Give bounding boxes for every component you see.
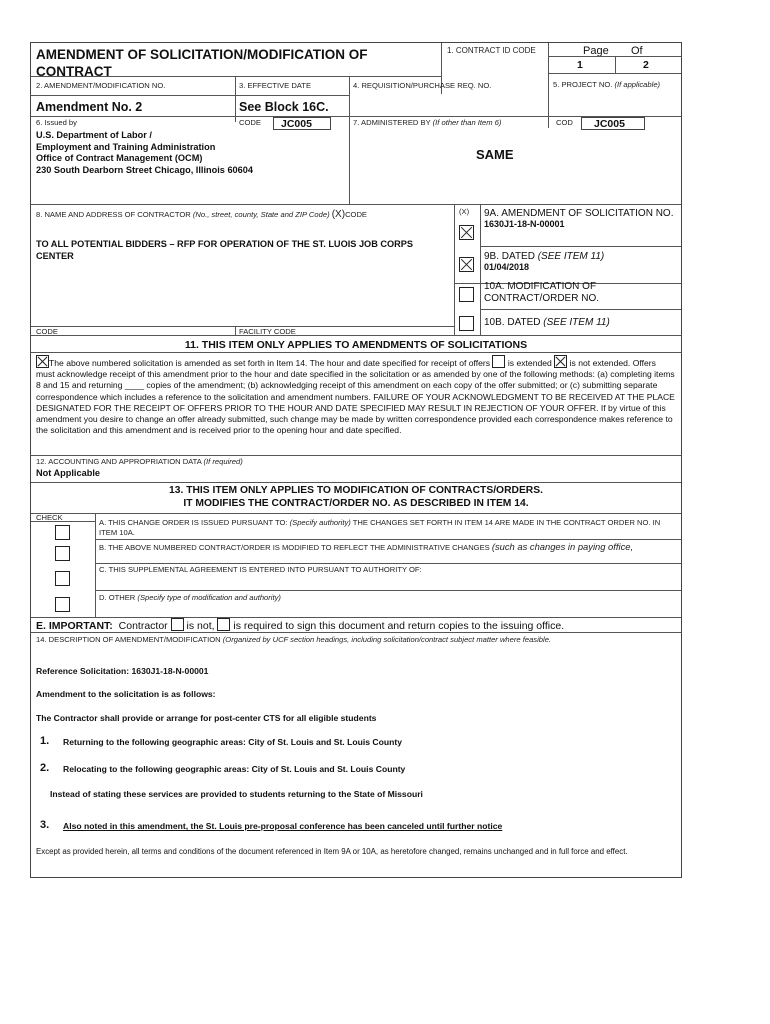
checkbox-is-required[interactable]: [217, 618, 230, 631]
checkbox-10a[interactable]: [459, 287, 474, 302]
page-total: 2: [643, 59, 649, 71]
reference-solicitation: Reference Solicitation: 1630J1-18-N-00001: [36, 666, 209, 676]
item3-text: Also noted in this amendment, the St. Louis pre-proposal conference has been canceled until further notice: [63, 821, 503, 831]
x-column-header: (X): [459, 207, 470, 216]
checkbox-extended[interactable]: [492, 355, 505, 368]
contractor-code-label: CODE: [36, 327, 58, 336]
amendment-no-value: Amendment No. 2: [36, 100, 143, 114]
amendment-form: [30, 42, 682, 878]
item-10a: 10A. MODIFICATION OF CONTRACT/ORDER NO.: [484, 281, 599, 304]
item3-number: 3.: [40, 819, 50, 831]
checkbox-13a[interactable]: [55, 525, 70, 540]
checkbox-not-extended[interactable]: [554, 355, 567, 368]
accounting-value: Not Applicable: [36, 468, 100, 478]
issuer-code-value: JC005: [281, 118, 312, 130]
admin-code-label: COD: [556, 118, 573, 127]
form-title: AMENDMENT OF SOLICITATION/MODIFICATION OF CONTRACT: [36, 47, 368, 79]
item-10b: 10B. DATED (SEE ITEM 11): [484, 317, 610, 328]
facility-code-label: FACILITY CODE: [239, 327, 296, 336]
item13-c: C. THIS SUPPLEMENTAL AGREEMENT IS ENTERED INTO PURSUANT TO AUTHORITY OF:: [99, 565, 422, 574]
checkbox-13b[interactable]: [55, 546, 70, 561]
issuer-code-label: CODE: [239, 118, 261, 127]
important-line: E. IMPORTANT: Contractor is not, is required to sign this document and return copies to the issuing office.: [36, 620, 565, 632]
item14-label: 14. DESCRIPTION OF AMENDMENT/MODIFICATION (Organized by UCF section headings, including solicitation/contract subject matter where feasible.: [36, 635, 552, 644]
issuer-address: U.S. Department of Labor / Employment and Training Administration Office of Contract Management (OCM) 230 South Dearborn Street Chicago, Illinois 60604: [36, 130, 253, 175]
of-label: Of: [631, 45, 643, 57]
instead-note: Instead of stating these services are provided to students returning to the State of Missouri: [50, 789, 423, 799]
project-no-label: 5. PROJECT NO. (If applicable): [553, 80, 661, 89]
administered-by-value: SAME: [476, 147, 514, 162]
item1-text: Returning to the following geographic areas: City of St. Louis and St. Louis County: [63, 737, 402, 747]
checkbox-9b[interactable]: [459, 257, 474, 272]
checkbox-10b[interactable]: [459, 316, 474, 331]
item11-title: 11. THIS ITEM ONLY APPLIES TO AMENDMENTS OF SOLICITATIONS: [184, 339, 528, 351]
contractor-label: 8. NAME AND ADDRESS OF CONTRACTOR (No., street, county, State and ZIP Code) (X)CODE: [36, 209, 368, 220]
checkbox-is-not[interactable]: [171, 618, 184, 631]
checkbox-13c[interactable]: [55, 571, 70, 586]
checkbox-9a[interactable]: [459, 225, 474, 240]
item2-number: 2.: [40, 762, 50, 774]
item13-b: B. THE ABOVE NUMBERED CONTRACT/ORDER IS MODIFIED TO REFLECT THE ADMINISTRATIVE CHANGES (such as changes in paying office,: [99, 541, 634, 552]
contractor-requirement: The Contractor shall provide or arrange for post-center CTS for all eligible students: [36, 713, 377, 723]
item13-a: A. THIS CHANGE ORDER IS ISSUED PURSUANT TO: (Specify authority) THE CHANGES SET FORTH IN ITEM 14 ARE MADE IN THE CONTRACT ORDER NO. IN ITEM 10A.: [99, 518, 661, 537]
closing-statement: Except as provided herein, all terms and conditions of the document referenced in Item 9A or 10A, as heretofore changed, remains unchanged and in full force and effect.: [36, 847, 628, 856]
item11-text: The above numbered solicitation is amended as set forth in Item 14. The hour and date specified for receipt of offers is extended is not extended. Offers must acknowledge receipt of this amendment prior to the hour and date specified in the solicitation or as amended by one of the following methods: (a) completing items 8 and 15 and returning ____ copies of the amendment; (b) acknowledging receipt of this amendment on each copy of the offer submitted; or (c) submitting separate correspondence which includes a reference to the solicitation and amendment numbers. FAILURE OF YOUR ACKNOWLEDGMENT TO BE RECEIVED AT THE PLACE DESIGNATED FOR THE RECEIPT OF OFFERS PRIOR TO THE HOUR AND DATE SPECIFIED MAY RESULT IN REJECTION OF YOUR OFFER. If by virtue of this amendment you desire to change an offer already submitted, such change may be made by written correspondence provided each correspondence makes reference to the solicitation and this amendment and is received prior to the opening hour and date specified.: [36, 355, 676, 436]
item13-d: D. OTHER (Specify type of modification and authority): [99, 593, 281, 602]
item-9b: 9B. DATED (SEE ITEM 11) 01/04/2018: [484, 251, 605, 272]
item2-text: Relocating to the following geographic areas: City of St. Louis and St. Louis County: [63, 764, 406, 774]
admin-code-value: JC005: [594, 118, 625, 130]
page-number: 1: [577, 59, 583, 71]
amendment-intro: Amendment to the solicitation is as follows:: [36, 689, 216, 699]
issued-by-label: 6. Issued by: [36, 118, 77, 127]
checkbox-item11-amended[interactable]: [36, 355, 49, 368]
item13-title: 13. THIS ITEM ONLY APPLIES TO MODIFICATION OF CONTRACTS/ORDERS. IT MODIFIES THE CONTRACT/ORDER NO. AS DESCRIBED IN ITEM 14.: [169, 485, 543, 509]
effective-date-value: See Block 16C.: [239, 100, 329, 114]
contract-id-label: 1. CONTRACT ID CODE: [447, 46, 536, 55]
contractor-value: TO ALL POTENTIAL BIDDERS – RFP FOR OPERATION OF THE ST. LUOIS JOB CORPS CENTER: [36, 239, 414, 261]
checkbox-13d[interactable]: [55, 597, 70, 612]
item-9a: 9A. AMENDMENT OF SOLICITATION NO. 1630J1-18-N-00001: [484, 208, 674, 229]
item1-number: 1.: [40, 735, 50, 747]
effective-date-label: 3. EFFECTIVE DATE: [239, 81, 312, 90]
page-label: Page: [583, 45, 609, 57]
requisition-label: 4. REQUISITION/PURCHASE REQ. NO.: [353, 81, 492, 90]
administered-by-label: 7. ADMINISTERED BY (If other than Item 6): [353, 118, 502, 127]
amendment-no-label: 2. AMENDMENT/MODIFICATION NO.: [36, 81, 166, 90]
accounting-label: 12. ACCOUNTING AND APPROPRIATION DATA (If required): [36, 457, 243, 466]
check-label: CHECK: [36, 513, 63, 522]
